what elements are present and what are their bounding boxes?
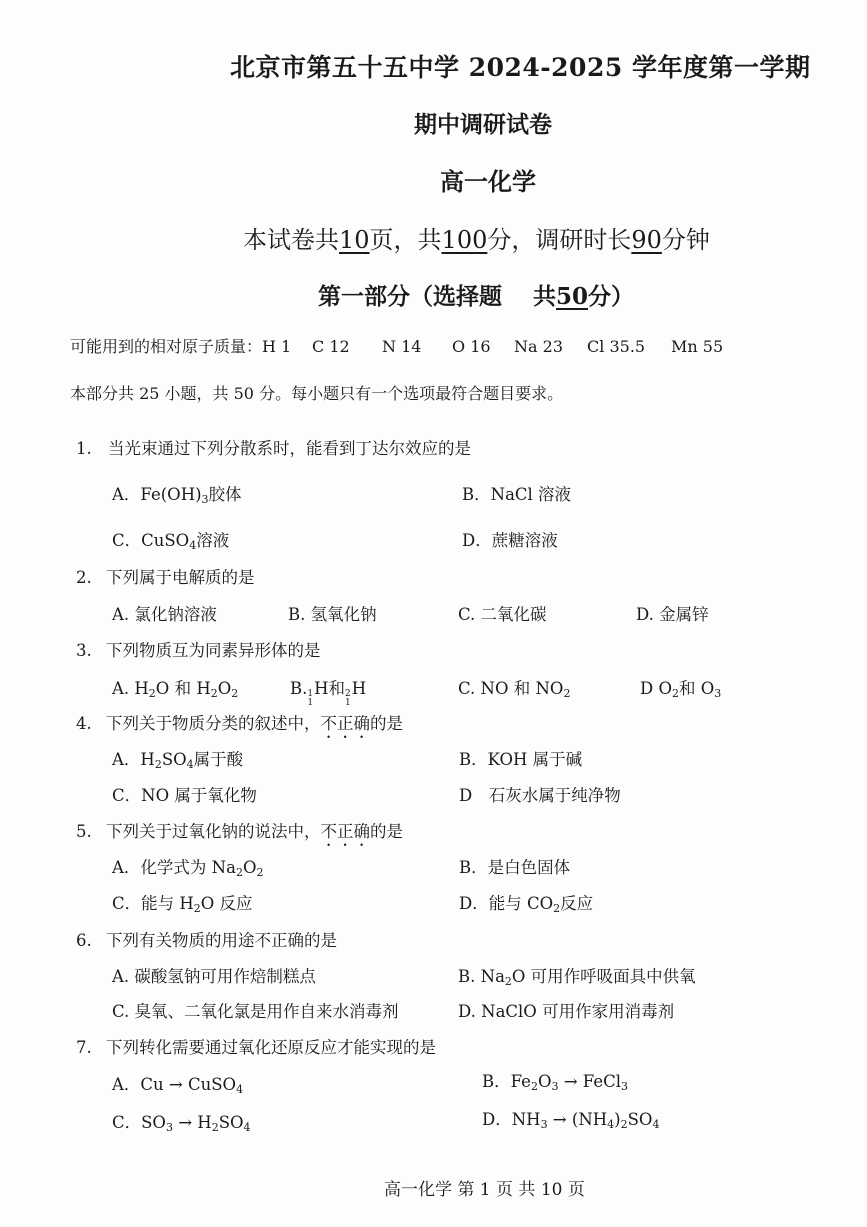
- question-3: 3. 下列物质互为同素异形体的是: [76, 641, 321, 660]
- q1-option-b: B．NaCl 溶液: [462, 485, 572, 504]
- q2-option-a: A. 氯化钠溶液: [112, 605, 217, 624]
- question-7: 7. 下列转化需要通过氧化还原反应才能实现的是: [76, 1038, 436, 1057]
- q4-option-c: C．NO 属于氧化物: [112, 786, 257, 805]
- q1-option-a: A．$Fe(OH)_3$胶体: [112, 485, 242, 506]
- school-title: 北京市第五十五中学 2024-2025 学年度第一学期: [230, 53, 811, 82]
- question-2: 2. 下列属于电解质的是: [76, 568, 255, 587]
- q4-option-b: B．KOH 属于碱: [459, 750, 583, 769]
- q7-option-d: D．$NH_3 \to (NH_4)_2SO_4$: [482, 1110, 660, 1131]
- question-4: 4. 下列关于物质分类的叙述中，不正确的是: [76, 714, 403, 733]
- part-title: 第一部分（选择题 共50分）: [318, 283, 635, 310]
- q2-option-b: B. 氢氧化钠: [288, 605, 377, 624]
- mass-mn: Mn 55: [671, 337, 724, 356]
- q3-option-c: C. NO 和 $NO_2$: [458, 679, 571, 700]
- q6-option-d: D. NaClO 可用作家用消毒剂: [458, 1002, 675, 1021]
- q4-option-d: D 石灰水属于纯净物: [459, 786, 621, 805]
- q3-option-b: B. 1 1 H和 2 1 H: [290, 679, 367, 708]
- q5-option-b: B．是白色固体: [459, 858, 571, 877]
- q7-option-a: A．Cu → CuSO$_4$: [112, 1075, 244, 1096]
- mass-h: H 1: [262, 337, 292, 356]
- page-footer: 高一化学 第 1 页 共 10 页: [384, 1180, 585, 1200]
- mass-cl: Cl 35.5: [587, 337, 646, 356]
- question-1: 1. 当光束通过下列分散系时，能看到丁达尔效应的是: [76, 439, 471, 458]
- q3-option-d: D $O_2$和 $O_3$: [640, 679, 722, 700]
- emphasis-text: 不正确: [320, 822, 370, 841]
- exam-title: 期中调研试卷: [414, 111, 552, 138]
- q7-option-b: B．$Fe_2O_3$ → FeCl$_3$: [482, 1072, 629, 1093]
- subject-title: 高一化学: [440, 167, 536, 196]
- q2-option-c: C. 二氧化碳: [458, 605, 547, 624]
- mass-n: N 14: [382, 337, 422, 356]
- mass-na: Na 23: [514, 337, 563, 356]
- q7-option-c: C．$SO_3 \to H_2SO_4$: [112, 1113, 251, 1134]
- question-5: 5. 下列关于过氧化钠的说法中，不正确的是: [76, 822, 403, 841]
- mass-c: C 12: [312, 337, 350, 356]
- q3-option-a: A. $H_2O$ 和 $H_2O_2$: [112, 679, 239, 700]
- q4-option-a: A．$H_2SO_4$属于酸: [112, 750, 244, 771]
- q1-option-c: C．CuSO$_4$溶液: [112, 531, 230, 552]
- emphasis-text: 不正确: [320, 714, 370, 733]
- atomic-masses: 可能用到的相对原子质量：H 1 C 12 N 14 O 16 Na 23 Cl 35.5 Mn 55: [70, 337, 724, 356]
- mass-o: O 16: [452, 337, 491, 356]
- exam-info: 本试卷共10页，共100分，调研时长90分钟: [243, 226, 710, 254]
- q6-option-a: A. 碳酸氢钠可用作焙制糕点: [112, 967, 316, 986]
- q5-option-c: C．能与 $H_2O$ 反应: [112, 894, 253, 915]
- q1-option-d: D．蔗糖溶液: [462, 531, 558, 550]
- instructions: 本部分共 25 小题，共 50 分。每小题只有一个选项最符合题目要求。: [70, 384, 564, 403]
- q5-option-d: D．能与 $CO_2$反应: [459, 894, 594, 915]
- question-6: 6. 下列有关物质的用途不正确的是: [76, 931, 337, 950]
- q2-option-d: D. 金属锌: [636, 605, 709, 624]
- q5-option-a: A．化学式为 $Na_2O_2$: [112, 858, 264, 879]
- q6-option-c: C. 臭氧、二氧化氯是用作自来水消毒剂: [112, 1002, 399, 1021]
- q6-option-b: B. $Na_2O$ 可用作呼吸面具中供氧: [458, 967, 696, 988]
